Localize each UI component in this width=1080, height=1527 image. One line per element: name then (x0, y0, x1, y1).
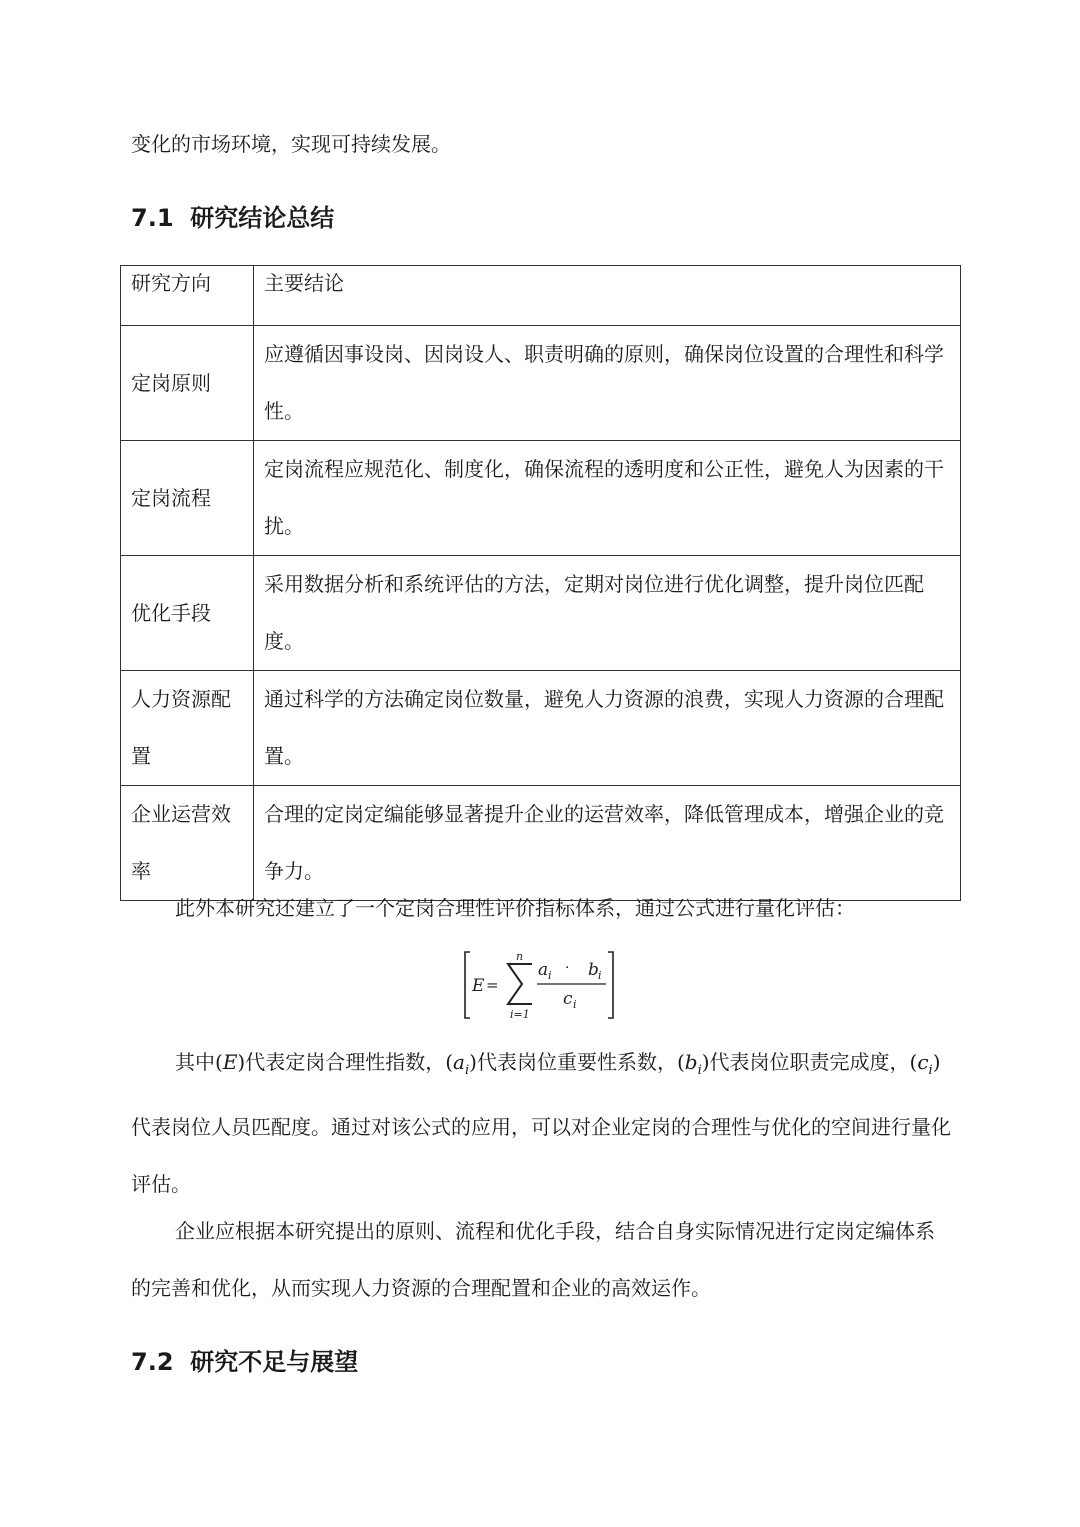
denominator-c-index: i (573, 998, 577, 1011)
intro-tail-paragraph: 变化的市场环境，实现可持续发展。 (131, 132, 451, 156)
row-direction: 优化手段 (121, 556, 254, 671)
row-conclusion: 通过科学的方法确定岗位数量，避免人力资源的浪费，实现人力资源的合理配置。 (254, 671, 961, 786)
section-7-2-number: 7.2 (131, 1348, 174, 1376)
right-bracket (608, 952, 613, 1018)
numerator-a: a (538, 960, 549, 980)
rationality-formula (462, 948, 622, 1022)
header-direction: 研究方向 (121, 266, 254, 326)
conclusion-table (120, 265, 961, 901)
table-row (121, 671, 961, 786)
row-conclusion: 定岗流程应规范化、制度化，确保流程的透明度和公正性，避免人为因素的干扰。 (254, 441, 961, 556)
var-b: b (684, 1050, 698, 1074)
table-row (121, 556, 961, 671)
var-a: a (453, 1050, 465, 1074)
var-b-index: i (697, 1063, 702, 1078)
formula-intro-paragraph: 此外本研究还建立了一个定岗合理性评价指标体系，通过公式进行量化评估： (175, 896, 855, 920)
explanation-paragraph (131, 1034, 951, 1213)
row-direction: 定岗原则 (121, 326, 254, 441)
table-row (121, 441, 961, 556)
numerator-dot: · (565, 960, 570, 976)
row-conclusion: 应遵循因事设岗、因岗设人、职责明确的原则，确保岗位设置的合理性和科学性。 (254, 326, 961, 441)
var-c: c (917, 1050, 929, 1074)
left-bracket (465, 952, 470, 1018)
numerator-a-index: i (548, 969, 552, 982)
denominator-c: c (563, 989, 573, 1009)
row-conclusion: 采用数据分析和系统评估的方法，定期对岗位进行优化调整，提升岗位匹配度。 (254, 556, 961, 671)
formula-graphic (462, 948, 622, 1022)
explanation-text: )代表岗位人员匹配度。通过对该公式的应用，可以对企业定岗的合理性与优化的空间进行量化评估。 (131, 1050, 951, 1196)
explanation-text: )代表岗位重要性系数，( (469, 1050, 685, 1074)
numerator-b: b (588, 960, 599, 980)
sigma-symbol (508, 964, 532, 1004)
numerator-b-index: i (598, 969, 602, 982)
section-7-1-title: 研究结论总结 (190, 204, 335, 232)
table-row (121, 326, 961, 441)
header-conclusion: 主要结论 (254, 266, 961, 326)
section-7-1-heading (131, 202, 334, 234)
section-7-1-number: 7.1 (131, 204, 174, 232)
formula-lhs: E (472, 976, 485, 996)
formula-equals: = (486, 976, 499, 994)
explanation-text: )代表岗位职责完成度，( (701, 1050, 918, 1074)
row-conclusion: 合理的定岗定编能够显著提升企业的运营效率，降低管理成本，增强企业的竞争力。 (254, 786, 961, 901)
row-direction: 企业运营效率 (121, 786, 254, 901)
row-direction: 人力资源配置 (121, 671, 254, 786)
table-header-row (121, 266, 961, 326)
section-7-2-title: 研究不足与展望 (190, 1348, 359, 1376)
recommendation-paragraph: 企业应根据本研究提出的原则、流程和优化手段，结合自身实际情况进行定岗定编体系的完善和优化，从而实现人力资源的合理配置和企业的高效运作。 (131, 1219, 935, 1300)
explanation-text: 其中( (175, 1050, 223, 1074)
row-direction: 定岗流程 (121, 441, 254, 556)
var-c-index: i (928, 1063, 933, 1078)
sum-upper: n (516, 950, 524, 963)
section-7-2-heading (131, 1346, 358, 1378)
var-a-index: i (464, 1063, 470, 1078)
sum-lower: i=1 (510, 1008, 530, 1021)
explanation-text: )代表定岗合理性指数，( (237, 1050, 454, 1074)
var-e: E (222, 1050, 238, 1074)
